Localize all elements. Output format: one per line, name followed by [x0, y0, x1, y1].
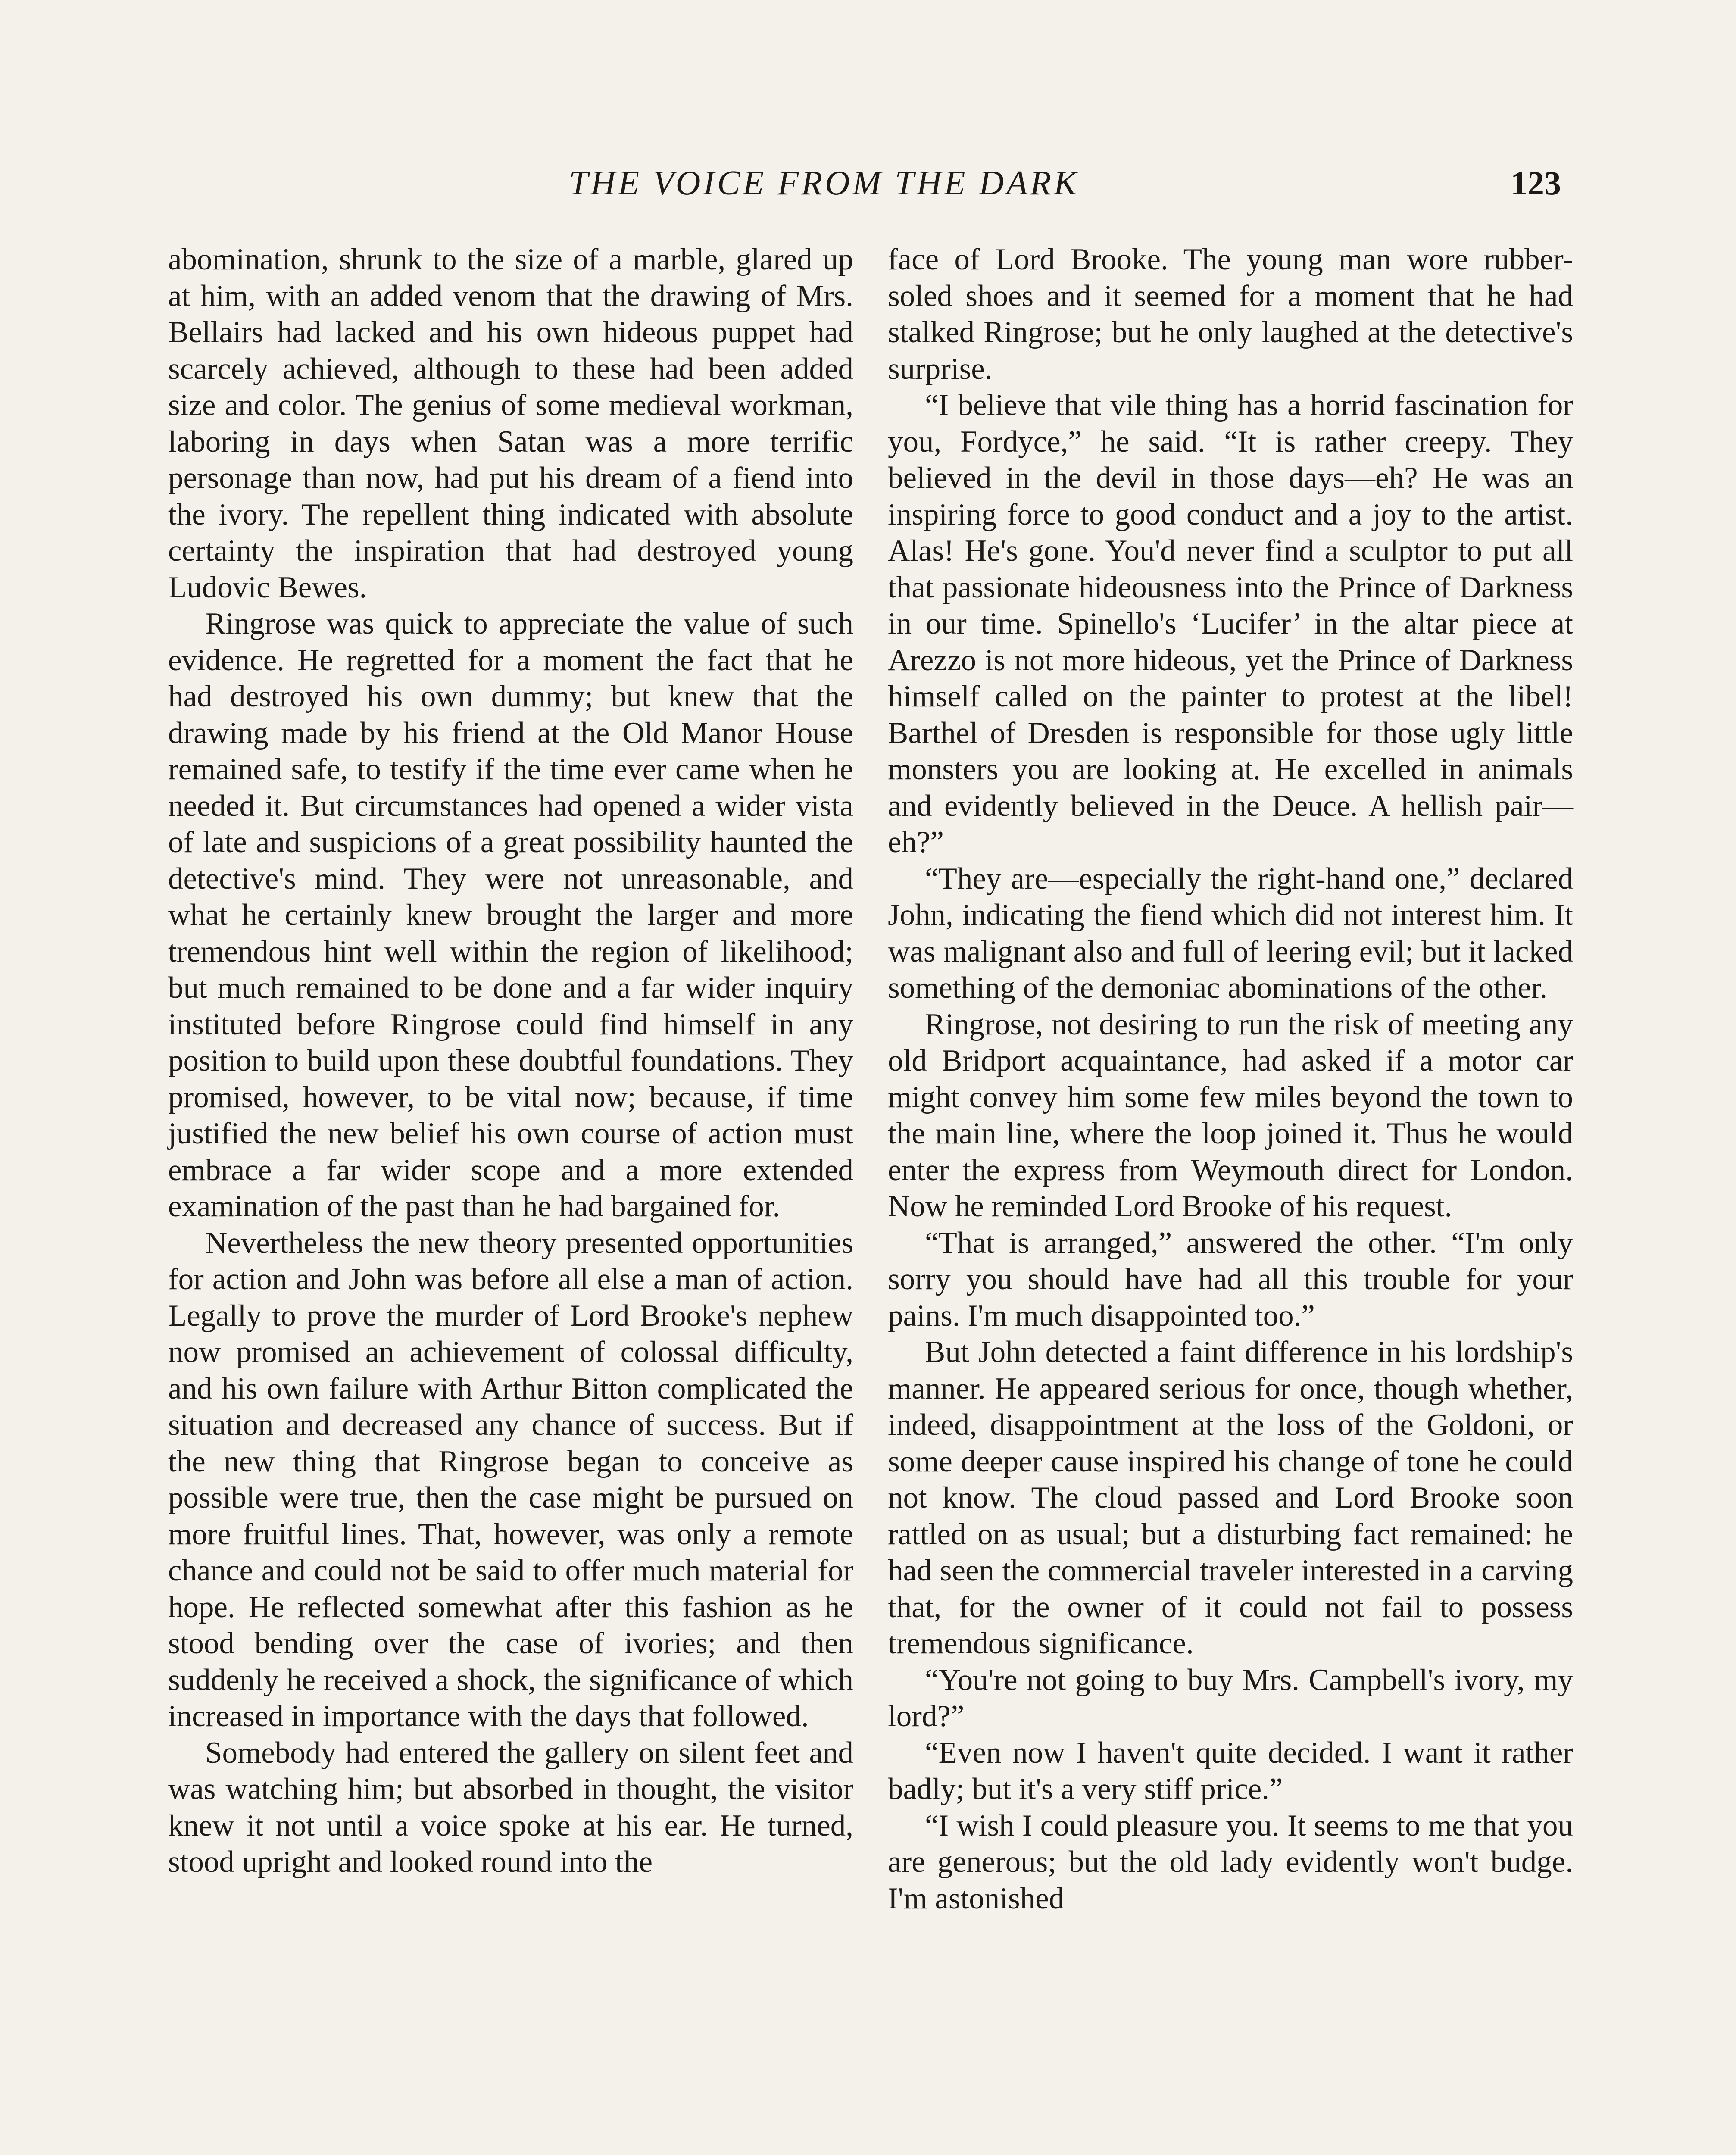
paragraph: face of Lord Brooke. The young man wore rubber-soled shoes and it seemed for a moment that he had stalked Ringrose; but he only laughed at the detective's surprise. — [888, 243, 1573, 386]
paragraph: Somebody had entered the gallery on silent feet and was watching him; but absorbed in thought, the visitor knew it not until a voice spoke at his ear. He turned, stood upright and looked round into the — [168, 1736, 853, 1879]
paragraph: Ringrose was quick to appreciate the value of such evidence. He regretted for a moment the fact that he had destroyed his own dummy; but knew that the drawing made by his friend at the Old Manor House remained safe, to testify if the time ever came when he needed it. But circumstances had opened a wider vista of late and suspicions of a great possibility haunted the detective's mind. They were not unreasonable, and what he certainly knew brought the larger and more tremendous hint well within the region of likelihood; but much remained to be done and a far wider inquiry instituted before Ringrose could find himself in any position to build upon these doubtful foundations. They promised, however, to be vital now; because, if time justified the new belief his own course of action must embrace a far wider scope and a more extended examination of the past than he had bargained for. — [168, 607, 853, 1223]
page-number: 123 — [1511, 164, 1561, 202]
paragraph: “They are—especially the right-hand one,” declared John, indicating the fiend which did not interest him. It was malignant also and full of leering evil; but it lacked something of the demoniac abominations of the other. — [888, 862, 1573, 1005]
paragraph: “I wish I could pleasure you. It seems to me that you are generous; but the old lady evidently won't budge. I'm astonished — [888, 1808, 1573, 1915]
left-column — [168, 241, 853, 1880]
right-column — [888, 241, 1573, 1917]
paragraph: abomination, shrunk to the size of a marble, glared up at him, with an added venom that the drawing of Mrs. Bellairs had lacked and his own hideous puppet had scarcely achieved, although to these had been added size and color. The genius of some medieval workman, laboring in days when Satan was a more terrific personage than now, had put his dream of a fiend into the ivory. The repellent thing indicated with absolute certainty the inspiration that had destroyed young Ludovic Bewes. — [168, 243, 853, 604]
paragraph: “Even now I haven't quite decided. I want it rather badly; but it's a very stiff price.” — [888, 1736, 1573, 1806]
paragraph: “That is arranged,” answered the other. “I'm only sorry you should have had all this trouble for your pains. I'm much disappointed too.” — [888, 1226, 1573, 1333]
paragraph: But John detected a faint difference in his lordship's manner. He appeared serious for once, though whether, indeed, disappointment at the loss of the Goldoni, or some deeper cause inspired his change of tone he could not know. The cloud passed and Lord Brooke soon rattled on as usual; but a disturbing fact remained: he had seen the commercial traveler interested in a carving that, for the owner of it could not fail to possess tremendous significance. — [888, 1335, 1573, 1660]
paragraph: Ringrose, not desiring to run the risk of meeting any old Bridport acquaintance, had asked if a motor car might convey him some few miles beyond the town to the main line, where the loop joined it. Thus he would enter the express from Weymouth direct for London. Now he reminded Lord Brooke of his request. — [888, 1007, 1573, 1223]
paragraph: “You're not going to buy Mrs. Campbell's ivory, my lord?” — [888, 1663, 1573, 1733]
paragraph: “I believe that vile thing has a horrid fascination for you, Fordyce,” he said. “It is rather creepy. They believed in the devil in those days—eh? He was an inspiring force to good conduct and a joy to the artist. Alas! He's gone. You'd never find a sculptor to put all that passionate hideousness into the Prince of Darkness in our time. Spinello's ‘Lucifer’ in the altar piece at Arezzo is not more hideous, yet the Prince of Darkness himself called on the painter to protest at the libel! Barthel of Dresden is responsible for those ugly little monsters you are looking at. He excelled in animals and evidently believed in the Deuce. A hellish pair—eh?” — [888, 388, 1573, 859]
page-header — [0, 164, 1736, 211]
running-title: THE VOICE FROM THE DARK — [569, 164, 1080, 202]
paragraph: Nevertheless the new theory presented opportunities for action and John was before all else a man of action. Legally to prove the murder of Lord Brooke's nephew now promised an achievement of colossal difficulty, and his own failure with Arthur Bitton complicated the situation and decreased any chance of success. But if the new thing that Ringrose began to conceive as possible were true, then the case might be pursued on more fruitful lines. That, however, was only a remote chance and could not be said to offer much material for hope. He reflected somewhat after this fashion as he stood bending over the case of ivories; and then suddenly he received a shock, the significance of which increased in importance with the days that followed. — [168, 1226, 853, 1733]
